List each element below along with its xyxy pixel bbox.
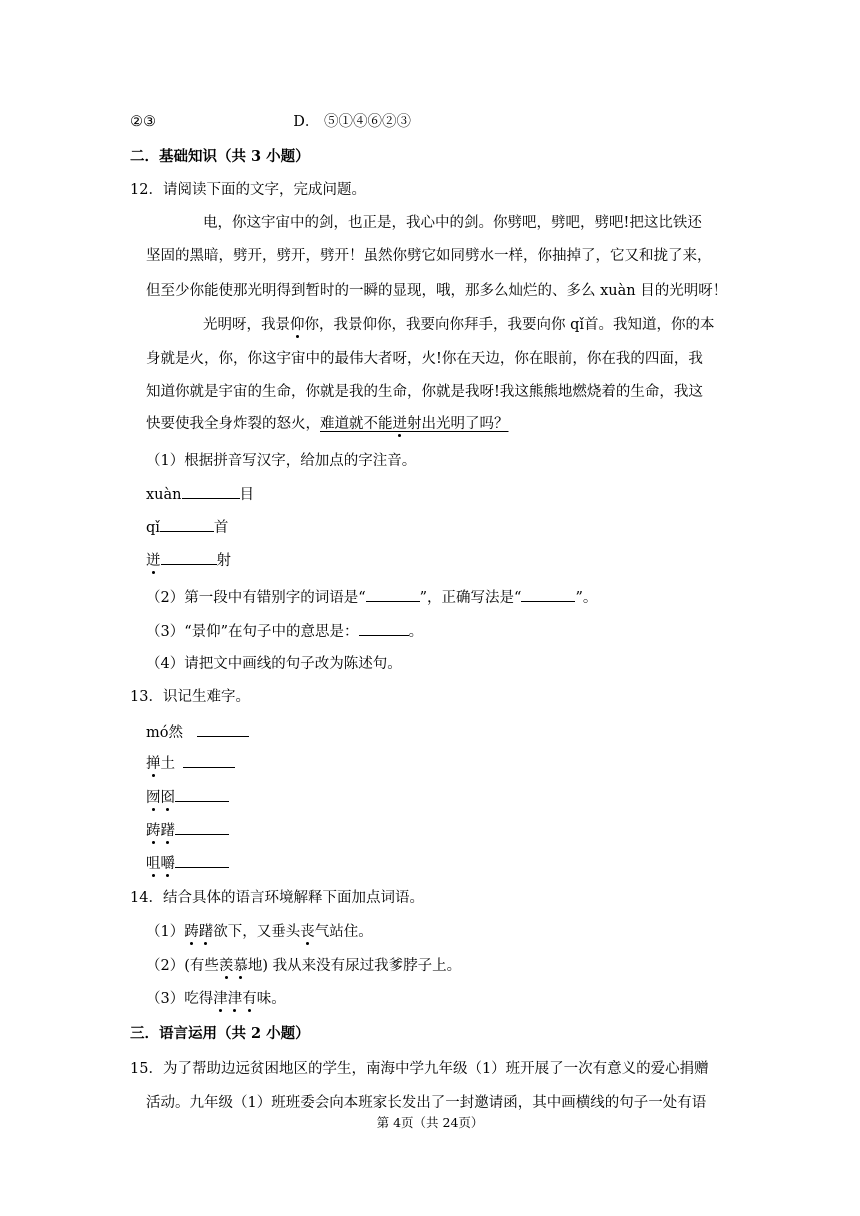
dotted-char: 有 [242, 991, 257, 1007]
answer-blank[interactable] [175, 853, 229, 868]
text-segment: qǐ [146, 520, 160, 536]
dotted-char: 迸 [392, 416, 407, 432]
q12-passage-line: 坚固的黑暗，劈开，劈开，劈开！虽然你劈它如同劈水一样，你抽掉了，它又和拢了来， [146, 248, 712, 264]
answer-blank[interactable] [160, 517, 214, 532]
text-segment: 首 [213, 520, 229, 536]
q12-passage-line: 电，你这宇宙中的剑，也正是，我心中的剑。你劈吧，劈吧，劈吧!把这比铁还 [203, 215, 702, 231]
q15-line: 15．为了帮助边远贫困地区的学生，南海中学九年级（1）班开展了一次有意义的爱心捐赠 [130, 1061, 709, 1077]
answer-blank[interactable] [197, 722, 249, 737]
dotted-char: 慕 [233, 958, 248, 974]
page-footer: 第 4页（共 24页） [376, 1115, 484, 1130]
dotted-char: 津 [213, 991, 228, 1007]
dotted-char: 躇 [160, 823, 175, 839]
dotted-char: 丧 [300, 924, 315, 940]
q13-item: mó然 [146, 722, 249, 743]
option-line [130, 112, 411, 132]
dotted-char: 踌 [184, 924, 199, 940]
answer-blank[interactable] [359, 621, 409, 636]
option-d-label: D． [293, 114, 320, 130]
answer-blank[interactable] [175, 820, 229, 835]
q12-passage-line [146, 414, 509, 434]
q12-sub-3: （3）“景仰”在句子中的意思是： 。 [146, 621, 423, 642]
q14-item: （2）(有些羡慕地) 我从来没有尿过我爹脖子上。 [146, 958, 462, 974]
q12-passage-line [203, 315, 715, 335]
q14-item: （1）踌躇欲下，又垂头丧气站住。 [146, 924, 373, 940]
q12-passage-line: 身就是火，你，你这宇宙中的最伟大者呀，火!你在天边，你在眼前，你在我的四面，我 [146, 351, 703, 367]
q13-stem: 13．识记生难字。 [130, 689, 250, 705]
section-3-title: 三．语言运用（共 2 小题） [130, 1025, 310, 1042]
dotted-char: 囵 [160, 790, 175, 806]
text-segment: 快要使我全身炸裂的怒火， [146, 416, 320, 432]
dotted-char: 掸 [146, 756, 161, 772]
q12-answer-1 [146, 484, 254, 505]
dotted-char: 咀 [146, 856, 161, 872]
option-d-value: ⑤①④⑥②③ [323, 114, 411, 130]
q12-passage-line: 但至少你能使那光明得到暂时的一瞬的显现，哦，那多么灿烂的、多么 xuàn 目的光明呀！ [146, 283, 728, 299]
q12-answer-3 [146, 550, 231, 571]
text-segment: 目 [239, 487, 254, 503]
q13-item [146, 820, 229, 841]
option-c-tail: ②③ [130, 114, 156, 130]
dotted-char: 躇 [198, 924, 214, 940]
dotted-char: 津 [227, 991, 243, 1007]
text-segment: 光明呀，我景 [203, 317, 290, 333]
q13-item: 掸土 [146, 753, 235, 774]
q14-item: （3）吃得津津有味。 [146, 991, 286, 1007]
q12-stem: 12．请阅读下面的文字，完成问题。 [130, 182, 366, 198]
answer-blank[interactable] [175, 787, 229, 802]
q12-answer-2 [146, 517, 228, 538]
dotted-char: 踌 [146, 823, 161, 839]
q13-item [146, 787, 229, 808]
q12-sub-4: （4）请把文中画线的句子改为陈述句。 [146, 656, 402, 672]
q14-stem: 14．结合具体的语言环境解释下面加点词语。 [130, 890, 424, 906]
q12-sub-1: （1）根据拼音写汉字，给加点的字注音。 [146, 453, 417, 469]
q15-line: 活动。九年级（1）班班委会向本班家长发出了一封邀请函，其中画横线的句子一处有语 [146, 1095, 707, 1111]
dotted-char: 羡 [218, 958, 234, 974]
text-segment: 射 [216, 553, 231, 569]
answer-blank[interactable] [182, 484, 240, 499]
dotted-char: 迸 [146, 553, 161, 569]
section-2-title: 二．基础知识（共 3 小题） [130, 148, 310, 165]
answer-blank[interactable] [366, 587, 420, 602]
text-segment: xuàn [146, 487, 182, 503]
answer-blank[interactable] [161, 550, 217, 565]
answer-blank[interactable] [521, 587, 575, 602]
underlined-sentence: 难道就不能迸射出光明了吗？ [320, 416, 509, 432]
q12-passage-line: 知道你就是宇宙的生命，你就是我的生命，你就是我呀!我这熊熊地燃烧着的生命，我这 [146, 384, 703, 400]
dotted-char: 囫 [146, 790, 161, 806]
q13-item [146, 853, 229, 874]
q12-sub-2: （2）第一段中有错别字的词语是“ ”，正确写法是“ ”。 [146, 587, 597, 608]
dotted-char: 嚼 [160, 856, 175, 872]
dotted-char: 仰 [290, 317, 305, 333]
text-segment: 你，我景仰你，我要向你拜手，我要向你 qǐ首。我知道，你的本 [304, 317, 715, 333]
answer-blank[interactable] [183, 753, 235, 768]
